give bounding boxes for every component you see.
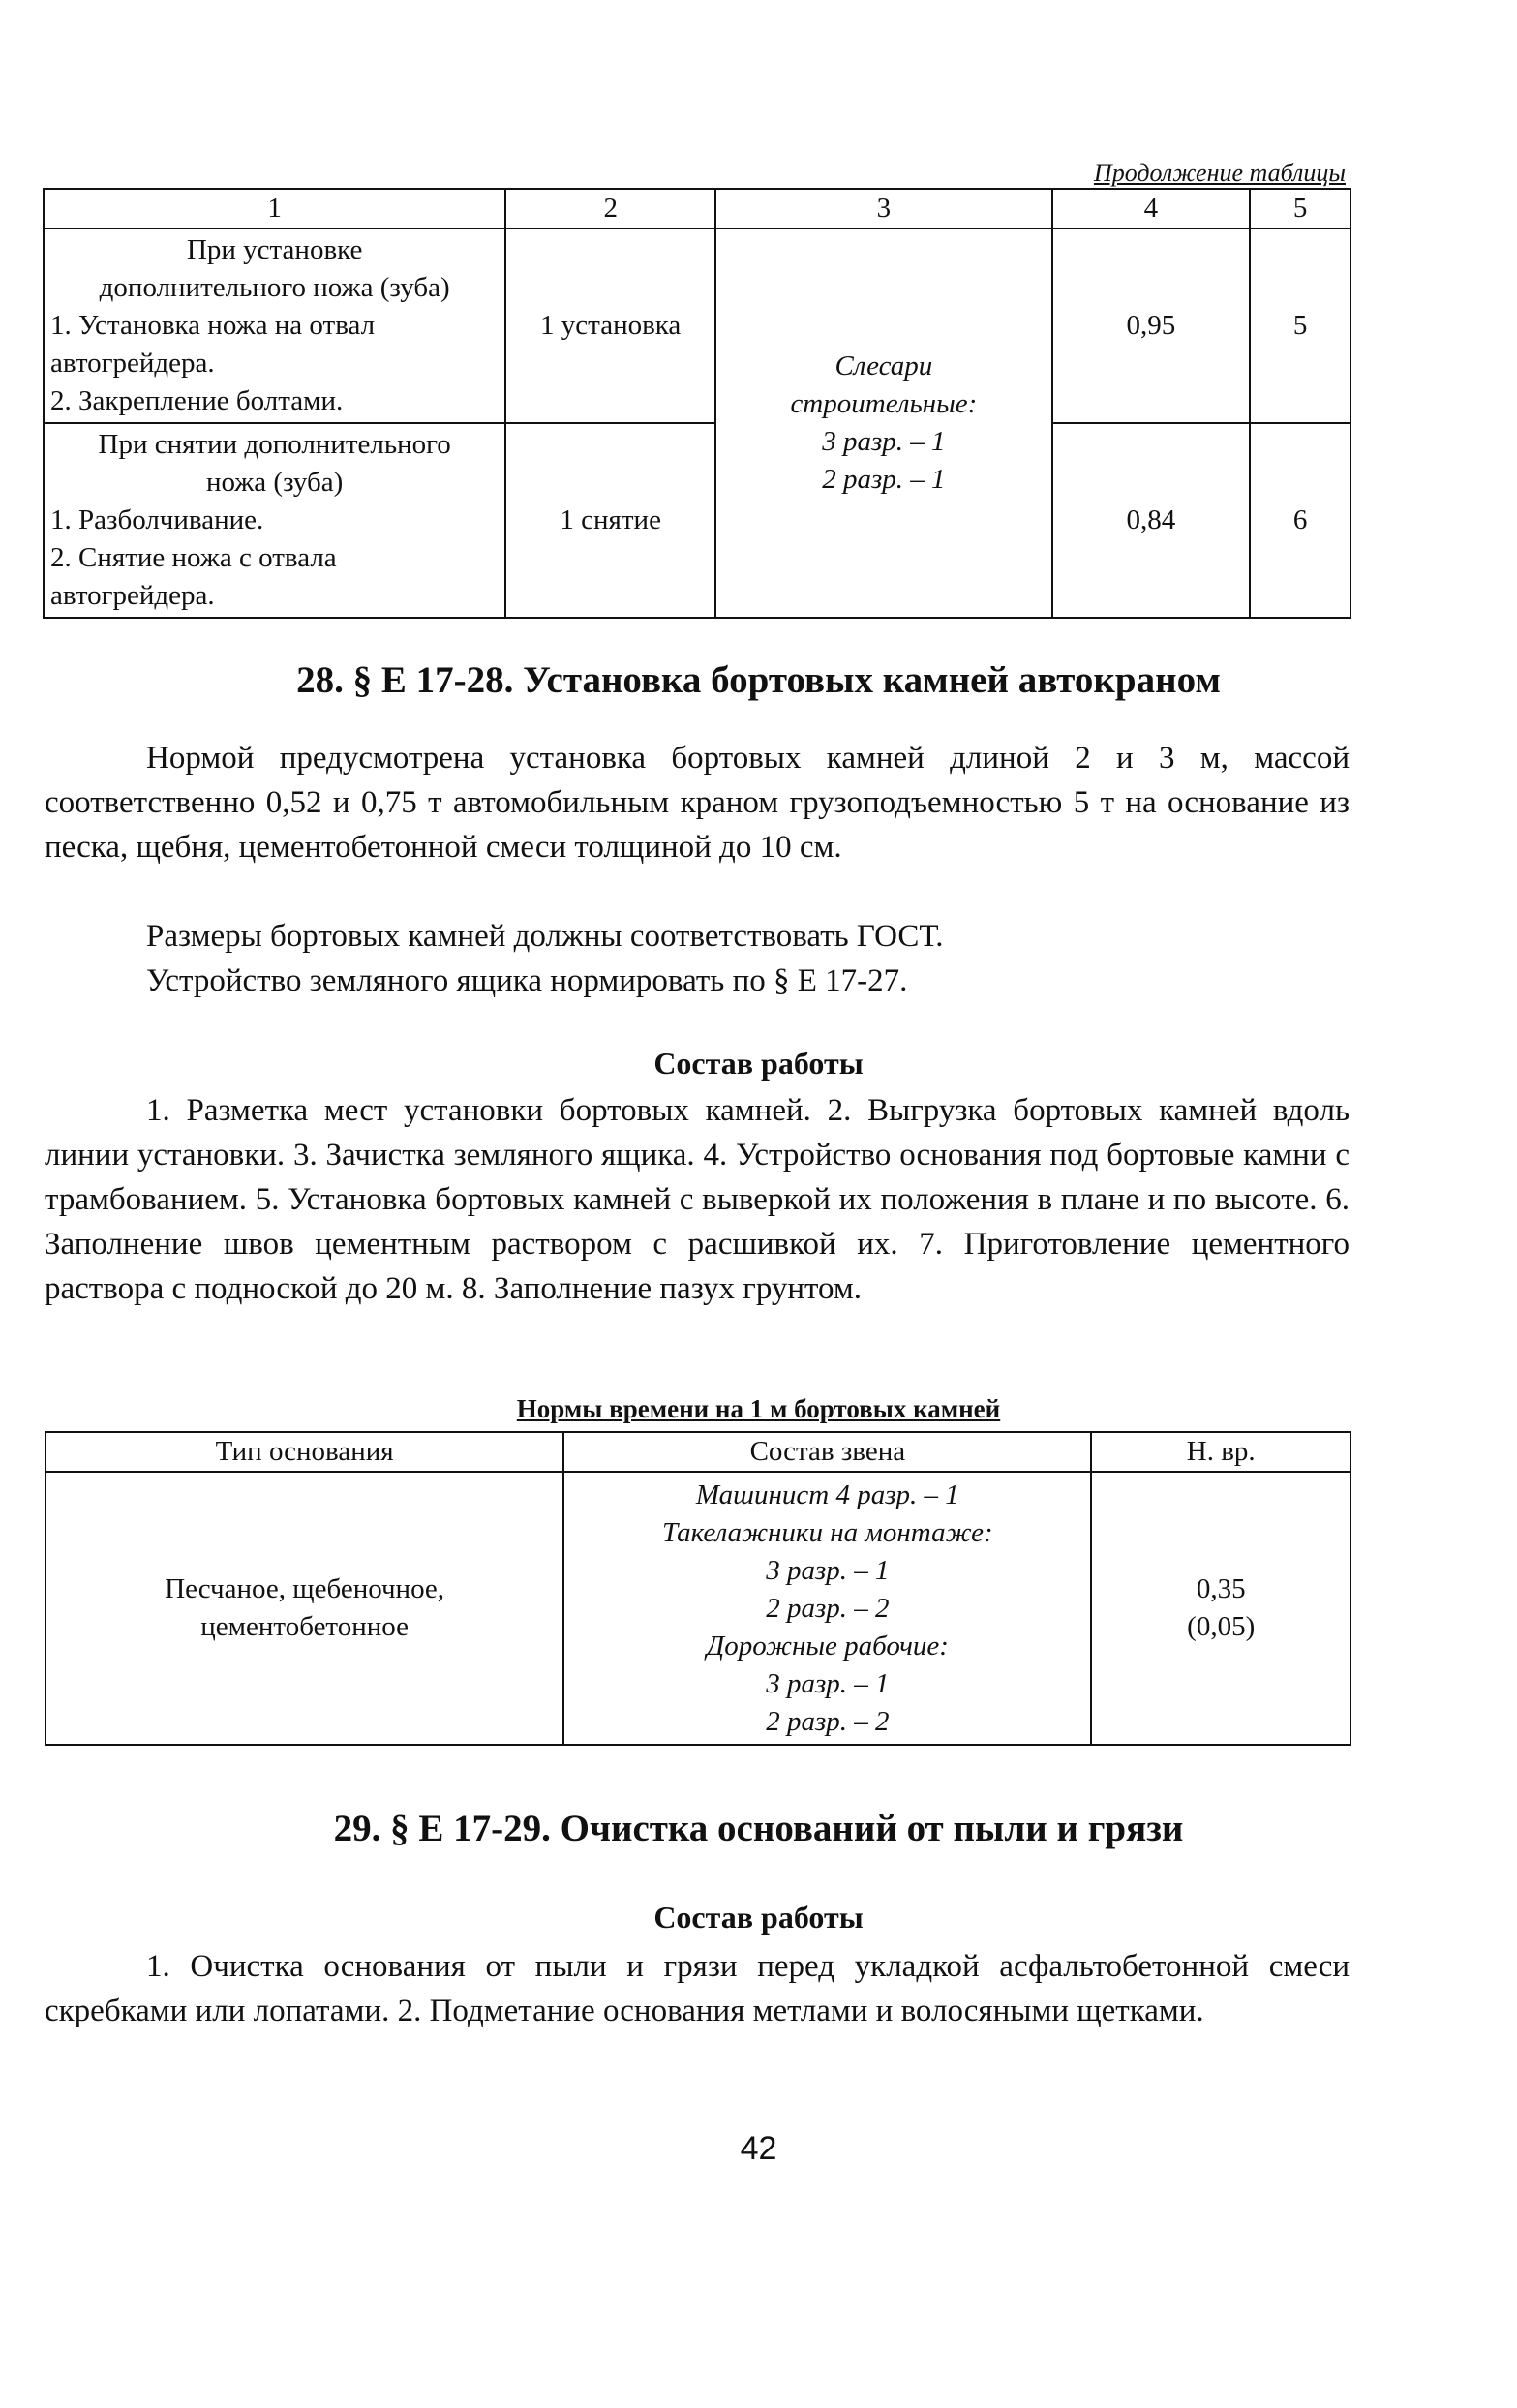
unit-cell: 1 снятие xyxy=(505,423,715,618)
unit-cell: 1 установка xyxy=(505,229,715,423)
crew-line: Такелажники на монтаже: xyxy=(662,1516,993,1548)
norm-cell xyxy=(1091,1472,1350,1745)
work-table-continued xyxy=(43,188,1351,619)
work-description-cell xyxy=(44,229,505,423)
column-header: Состав звена xyxy=(563,1432,1091,1472)
base-type-cell xyxy=(46,1472,563,1745)
work-composition-text: 1. Разметка мест установки бортовых камней. 2. Выгрузка бортовых камней вдоль линии установки. 3. Зачистка земляного ящика. 4. Устройство основания под бортовые камни с трамбованием. 5. Установка бортовых камней с выверкой их положения в плане и по высоте. 6. Заполнение швов цементным раствором с расшивкой их. 7. Приготовление цементного раствора с подноской до 20 м. 8. Заполнение пазух грунтом. xyxy=(45,1093,1350,1306)
work-step: 1. Установка ножа на отвал автогрейдера. xyxy=(50,310,376,379)
number-cell: 5 xyxy=(1250,229,1350,423)
crew-line: 3 разр. – 1 xyxy=(766,1667,890,1699)
column-header: 2 xyxy=(505,189,715,229)
crew-line: 2 разр. – 2 xyxy=(766,1592,890,1624)
crew-line: 3 разр. – 1 xyxy=(822,426,946,457)
subsection-heading: Состав работы xyxy=(653,1046,864,1081)
work-composition-text: 1. Очистка основания от пыли и грязи перед укладкой асфальтобетонной смеси скребками или лопатами. 2. Подметание основания метлами и волосяными щетками. xyxy=(45,1949,1350,2028)
page-number: 42 xyxy=(740,2130,777,2167)
row-title-line: дополнительного ножа (зуба) xyxy=(99,272,450,303)
crew-line: Машинист 4 разр. – 1 xyxy=(695,1478,959,1510)
work-description-cell xyxy=(44,423,505,618)
crew-line: Слесари xyxy=(834,351,933,381)
section-heading: 29. § Е 17-29. Очистка оснований от пыли и грязи xyxy=(333,1808,1184,1849)
subsection-heading: Состав работы xyxy=(653,1900,864,1935)
crew-line: Дорожные рабочие: xyxy=(706,1630,949,1661)
time-norms-table xyxy=(45,1431,1351,1746)
column-header: 4 xyxy=(1052,189,1251,229)
row-title-line: При установке xyxy=(186,234,363,265)
norm-value: 0,35 xyxy=(1196,1573,1246,1604)
norm-cell: 0,95 xyxy=(1052,229,1251,423)
crew-line: 3 разр. – 1 xyxy=(766,1554,890,1586)
row-title-line: При снятии дополнительного xyxy=(98,429,451,460)
table-header-row xyxy=(44,189,1350,229)
crew-line: строительные: xyxy=(790,388,978,419)
table-continuation-label: Продолжение таблицы xyxy=(1093,159,1346,187)
table-row xyxy=(46,1472,1350,1745)
paragraph: Нормой предусмотрена установка бортовых камней длиной 2 и 3 м, массой соответственно 0,52 и 0,75 т автомобильным краном грузоподъемностью 5 т на основание из песка, щебня, цементобетонной смеси толщиной до 10 см. xyxy=(45,741,1350,865)
crew-cell xyxy=(563,1472,1091,1745)
column-header: 5 xyxy=(1250,189,1350,229)
table-header-row xyxy=(46,1432,1350,1472)
paragraph: Устройство земляного ящика нормировать по § Е 17-27. xyxy=(146,963,908,998)
work-step: 2. Снятие ножа с отвала автогрейдера. xyxy=(50,542,337,611)
work-step: 1. Разболчивание. xyxy=(50,504,264,535)
section-heading: 28. § Е 17-28. Установка бортовых камней автокраном xyxy=(296,659,1221,701)
table-caption: Нормы времени на 1 м бортовых камней xyxy=(516,1394,1001,1423)
norm-value: (0,05) xyxy=(1187,1611,1256,1642)
table-row xyxy=(44,423,1350,618)
column-header: Н. вр. xyxy=(1091,1432,1350,1472)
base-type-line: цементобетонное xyxy=(200,1611,409,1642)
crew-line: 2 разр. – 2 xyxy=(766,1705,890,1737)
column-header: Тип основания xyxy=(46,1432,563,1472)
column-header: 3 xyxy=(715,189,1052,229)
work-step: 2. Закрепление болтами. xyxy=(50,385,344,416)
crew-line: 2 разр. – 1 xyxy=(822,464,946,495)
number-cell: 6 xyxy=(1250,423,1350,618)
table-row xyxy=(44,229,1350,423)
base-type-line: Песчаное, щебеночное, xyxy=(165,1573,445,1604)
norm-cell: 0,84 xyxy=(1052,423,1251,618)
row-title-line: ножа (зуба) xyxy=(205,467,344,498)
column-header: 1 xyxy=(44,189,505,229)
crew-cell xyxy=(715,229,1052,618)
paragraph: Размеры бортовых камней должны соответствовать ГОСТ. xyxy=(146,919,944,954)
